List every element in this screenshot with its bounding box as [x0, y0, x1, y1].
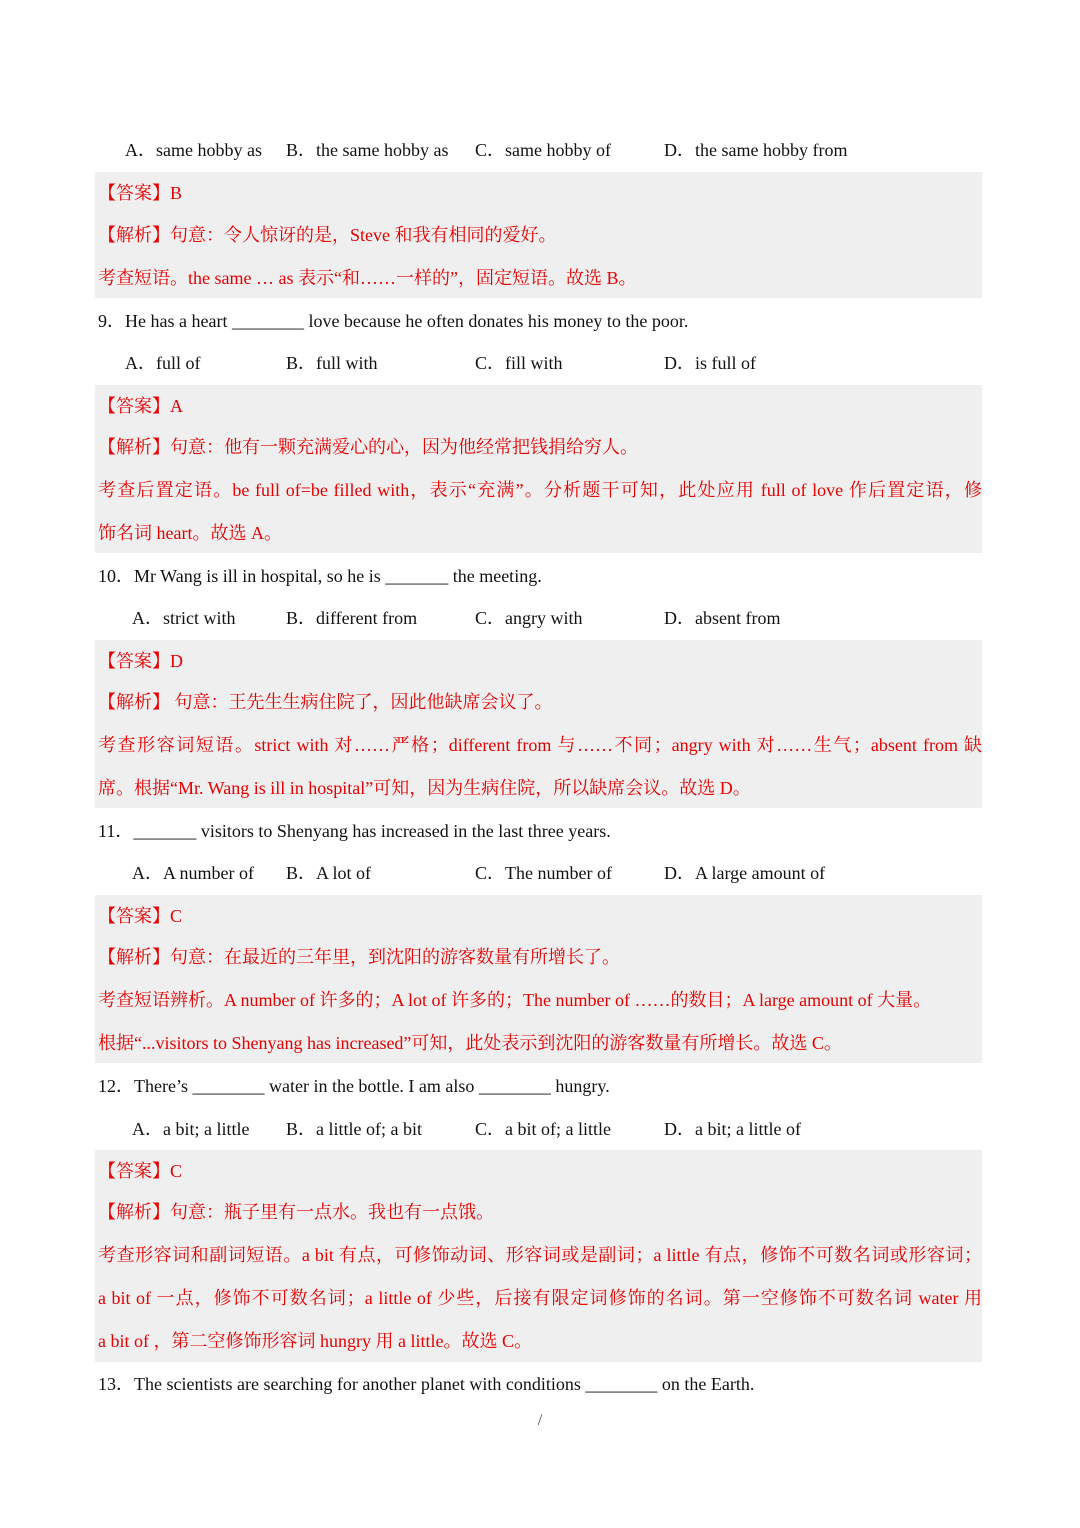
q10-analysis-3: 席。根据“Mr. Wang is ill in hospital”可知，因为生病住院，所以缺席会议。故选 D。: [98, 778, 751, 798]
q9-option-a: A．full of: [125, 353, 201, 373]
q11-option-c: C．The number of: [475, 863, 612, 883]
q8-answer: 【答案】B: [98, 183, 183, 203]
q12-option-d: D．a bit; a little of: [664, 1119, 801, 1139]
q10-option-c: C．angry with: [475, 608, 583, 628]
q9-answer: 【答案】A: [98, 396, 183, 416]
q12-analysis-2: 考查形容词和副词短语。a bit 有点，可修饰动词、形容词或是副词；a little 有点，修饰不可数名词或形容词；: [98, 1245, 982, 1265]
q11-options: [132, 852, 989, 894]
q10-option-d: D．absent from: [664, 608, 781, 628]
q9-option-d: D．is full of: [664, 353, 756, 373]
q10-option-b: B．different from: [286, 608, 418, 628]
q9-analysis-1: 【解析】句意：他有一颗充满爱心的心，因为他经常把钱捐给穷人。: [98, 437, 638, 457]
q8-option-c: C．same hobby of: [475, 140, 611, 160]
q11-option-a: A．A number of: [132, 863, 254, 883]
q8-option-b: B．the same hobby as: [286, 140, 449, 160]
q9-options: [125, 342, 982, 384]
q12-option-a: A．a bit; a little: [132, 1119, 250, 1139]
q12-answer: 【答案】C: [98, 1161, 183, 1181]
q11-option-d: D．A large amount of: [664, 863, 826, 883]
q10-stem: 10．Mr Wang is ill in hospital, so he is _______ the meeting.: [98, 566, 542, 586]
q12-analysis-4: a bit of ，第二空修饰形容词 hungry 用 a little。故选 C。: [98, 1331, 532, 1351]
q11-analysis-1: 【解析】句意：在最近的三年里，到沈阳的游客数量有所增长了。: [98, 947, 620, 967]
page-number: /: [537, 1412, 543, 1429]
q9-stem: 9．He has a heart ________ love because he often donates his money to the poor.: [98, 311, 689, 331]
q10-option-a: A．strict with: [132, 608, 236, 628]
q8-option-d: D．the same hobby from: [664, 140, 848, 160]
q12-options: [132, 1108, 989, 1150]
q9-analysis-2: 考查后置定语。be full of=be filled with，表示“充满”。分析题干可知，此处应用 full of love 作后置定语，修: [98, 480, 982, 500]
q10-options: [132, 597, 989, 639]
q11-option-b: B．A lot of: [286, 863, 372, 883]
q9-option-c: C．fill with: [475, 353, 563, 373]
q11-answer: 【答案】C: [98, 906, 183, 926]
q11-analysis-3: 根据“...visitors to Shenyang has increased”可知，此处表示到沈阳的游客数量有所增长。故选 C。: [98, 1033, 842, 1053]
q12-stem: 12．There’s ________ water in the bottle. I am also ________ hungry.: [98, 1076, 610, 1096]
q11-stem: 11．_______ visitors to Shenyang has increased in the last three years.: [98, 821, 611, 841]
q8-analysis-1: 【解析】句意：令人惊讶的是，Steve 和我有相同的爱好。: [98, 225, 557, 245]
q12-option-c: C．a bit of; a little: [475, 1119, 611, 1139]
q8-option-a: A．same hobby as: [125, 140, 262, 160]
q10-analysis-2: 考查形容词短语。strict with 对……严格；different from 与……不同；angry with 对……生气；absent from 缺: [98, 735, 982, 755]
q9-analysis-3: 饰名词 heart。故选 A。: [98, 523, 282, 543]
q12-option-b: B．a little of; a bit: [286, 1119, 422, 1139]
q11-analysis-2: 考查短语辨析。A number of 许多的；A lot of 许多的；The number of ……的数目；A large amount of 大量。: [98, 990, 932, 1010]
q12-analysis-3: a bit of 一点，修饰不可数名词；a little of 少些，后接有限定词修饰的名词。第一空修饰不可数名词 water 用: [98, 1288, 982, 1308]
q13-stem: 13．The scientists are searching for another planet with conditions ________ on the Earth.: [98, 1374, 755, 1394]
q8-analysis-2: 考查短语。the same … as 表示“和……一样的”，固定短语。故选 B。: [98, 268, 637, 288]
q12-analysis-1: 【解析】句意：瓶子里有一点水。我也有一点饿。: [98, 1202, 494, 1222]
q10-analysis-1: 【解析】 句意：王先生生病住院了，因此他缺席会议了。: [98, 692, 553, 712]
q10-answer: 【答案】D: [98, 651, 183, 671]
q8-options: [125, 129, 982, 171]
q9-option-b: B．full with: [286, 353, 378, 373]
